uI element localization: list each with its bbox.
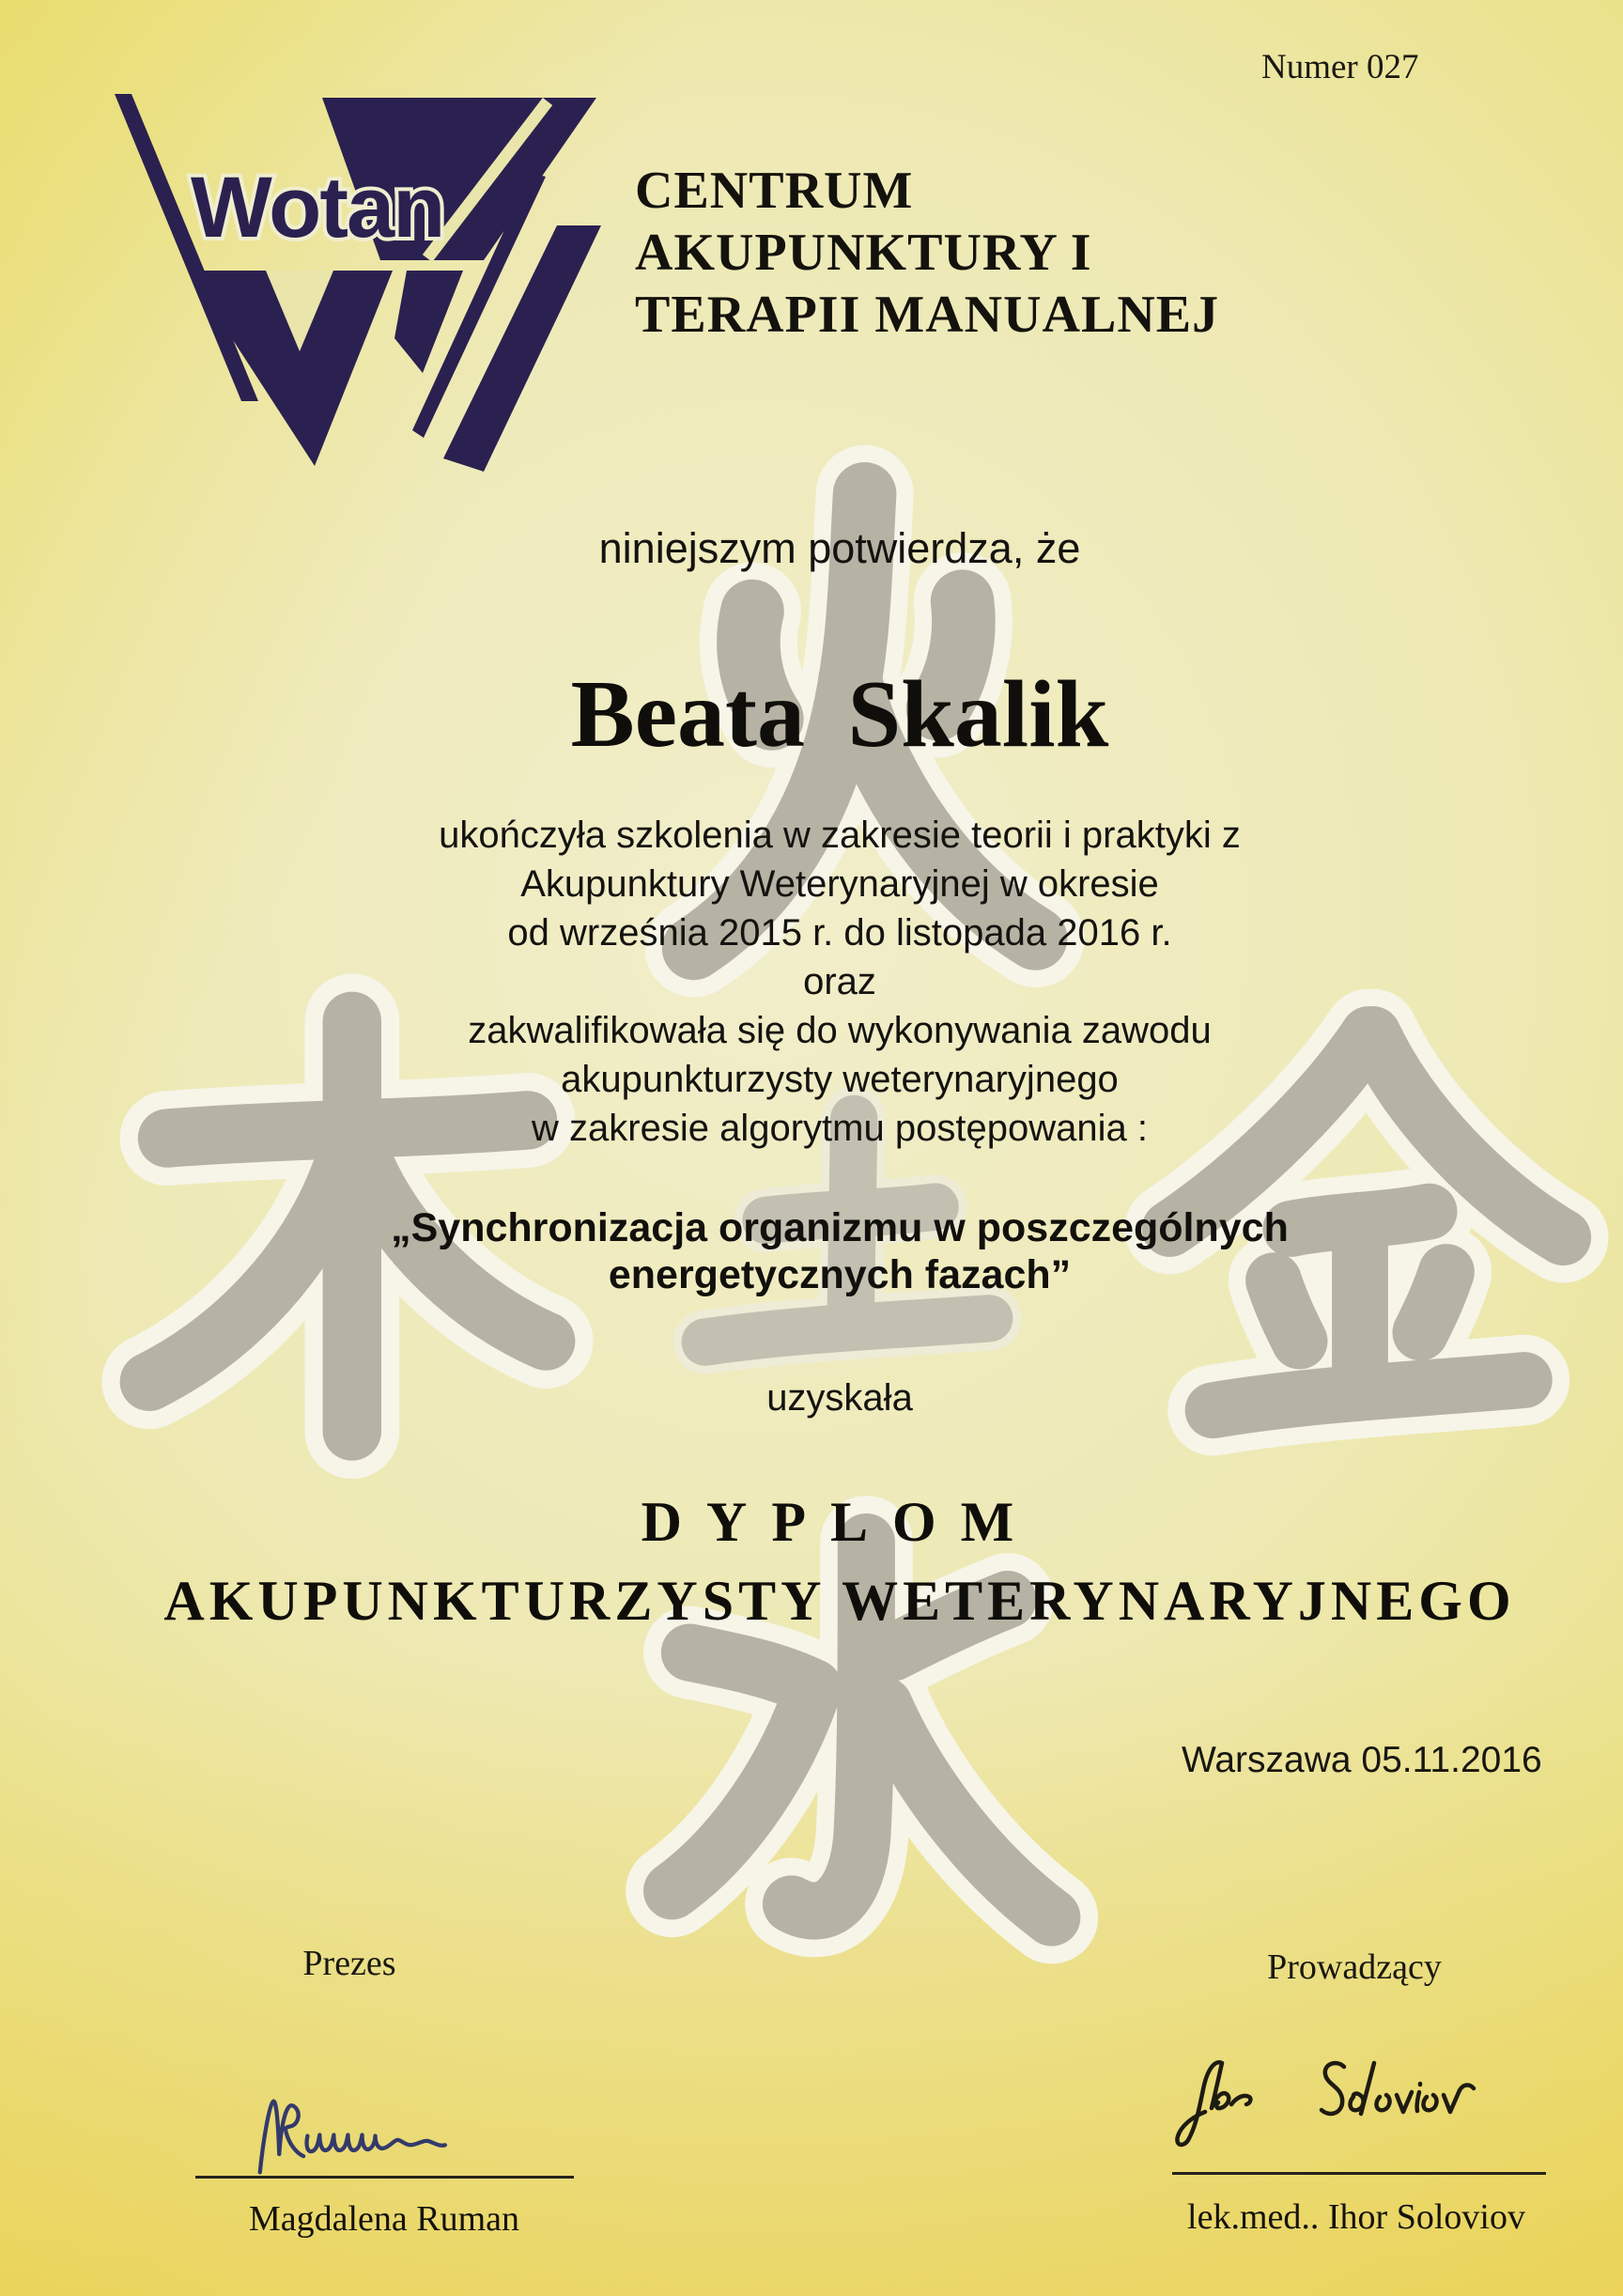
signer-name-right: lek.med.. Ihor Soloviov <box>1187 2197 1525 2237</box>
body-paragraph <box>0 811 1623 1153</box>
wotan-logo <box>108 86 601 476</box>
body-line: ukończyła szkolenia w zakresie teorii i praktyki z <box>439 814 1241 856</box>
body-line: od września 2015 r. do listopada 2016 r. <box>507 912 1172 954</box>
signer-name-left: Magdalena Ruman <box>248 2199 520 2239</box>
org-line-3: TERAPII MANUALNEJ <box>635 286 1220 344</box>
diploma-title-line-2: AKUPUNKTURZYSTY WETERYNARYJNEGO <box>163 1570 1516 1632</box>
organization-name <box>635 160 1219 346</box>
quote-line: „Synchronizacja organizmu w poszczególnych <box>391 1205 1289 1250</box>
org-line-2: AKUPUNKTURY I <box>635 224 1092 282</box>
signature-line-left <box>195 2176 574 2179</box>
recipient-name: Beata Skalik <box>570 661 1109 768</box>
obtained-word: uzyskała <box>766 1377 913 1419</box>
logo-right-arm <box>443 225 601 472</box>
signature-line-right <box>1172 2172 1546 2175</box>
body-line: w zakresie algorytmu postępowania : <box>532 1108 1148 1149</box>
certificate-number: Numer 027 <box>1261 48 1419 86</box>
body-line: Akupunktury Weterynaryjnej w okresie <box>520 863 1159 905</box>
diploma-title <box>0 1482 1623 1640</box>
place-and-date: Warszawa 05.11.2016 <box>1182 1740 1542 1780</box>
body-line: zakwalifikowała się do wykonywania zawodu <box>468 1010 1212 1051</box>
logo-wordmark: Wotan <box>191 160 444 256</box>
body-line: oraz <box>803 961 876 1002</box>
signer-role-left: Prezes <box>302 1944 396 1983</box>
intro-statement: niniejszym potwierdza, że <box>598 524 1081 572</box>
signature-right <box>1160 2048 1536 2161</box>
diploma-title-line-1: DYPLOM <box>641 1491 1039 1553</box>
quote-line: energetycznych fazach” <box>608 1252 1072 1297</box>
program-title-quote <box>0 1204 1623 1298</box>
signature-left <box>250 2089 513 2180</box>
signer-role-right: Prowadzący <box>1267 1947 1442 1987</box>
body-line: akupunkturzysty weterynaryjnego <box>561 1059 1119 1100</box>
org-line-1: CENTRUM <box>635 162 914 220</box>
